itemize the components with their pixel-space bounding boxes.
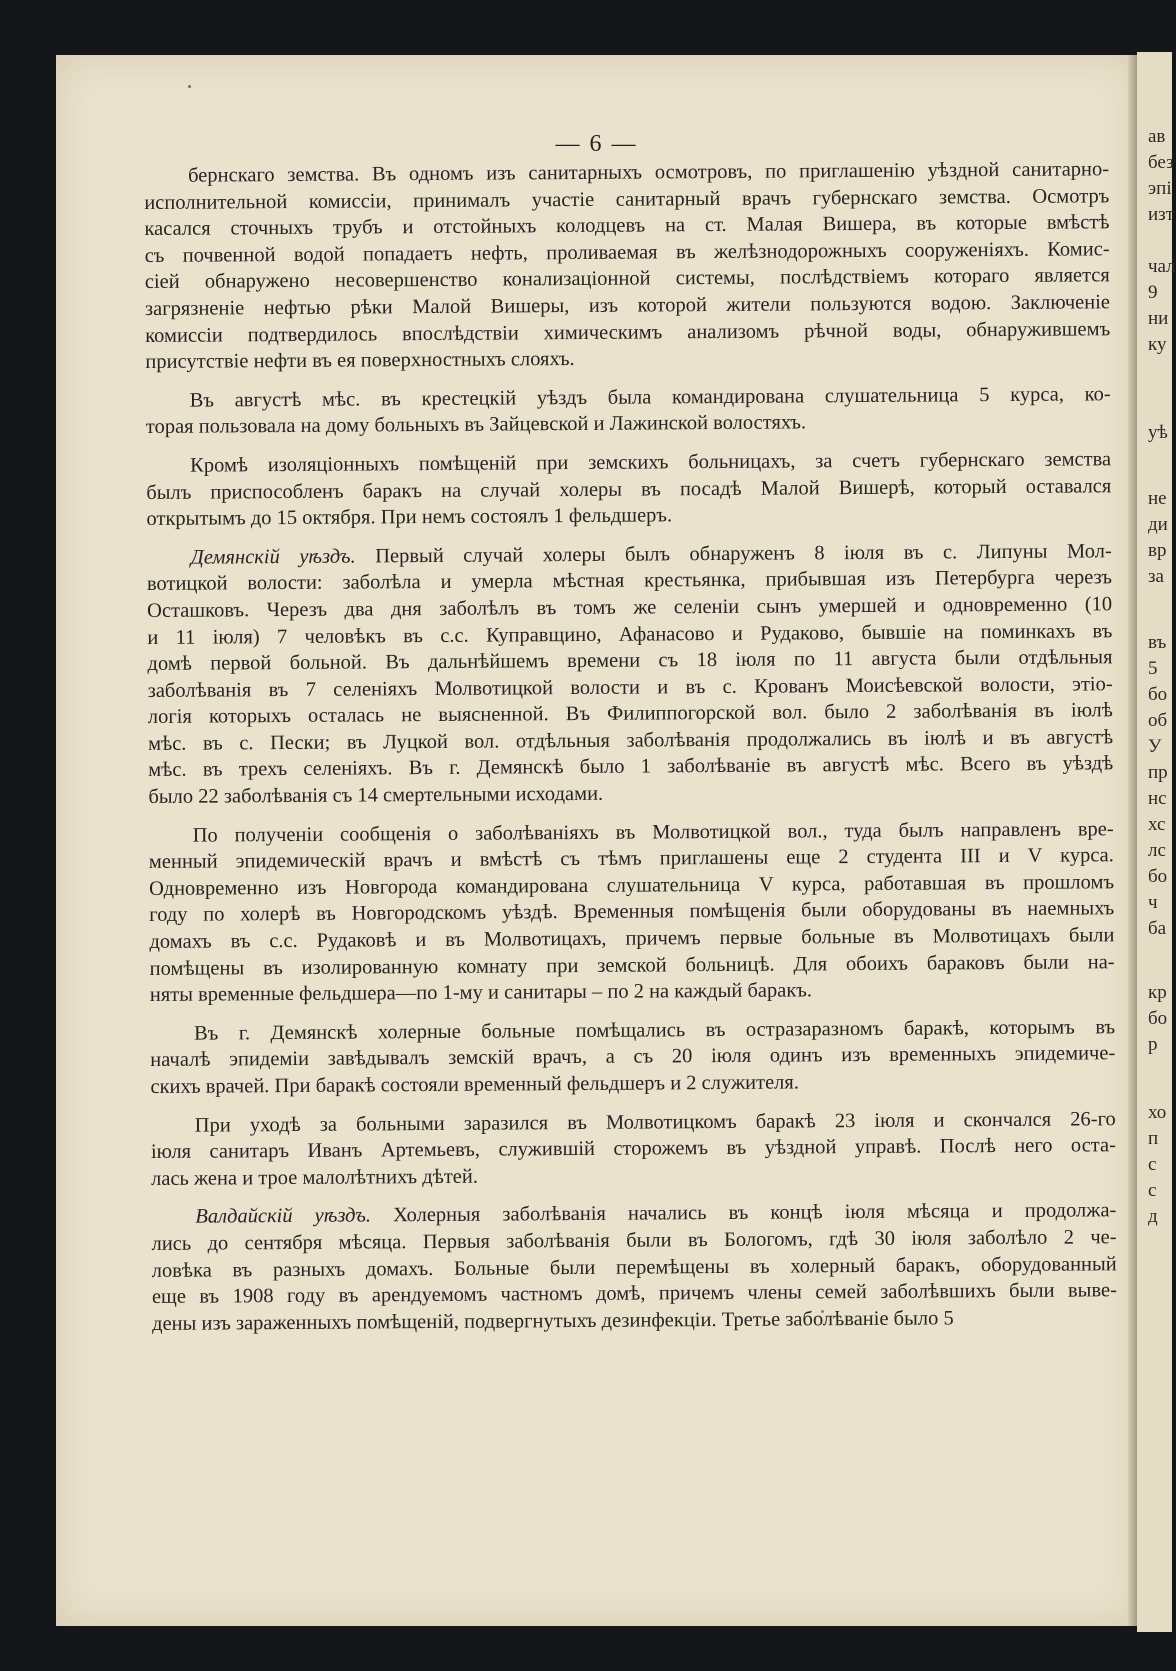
next-page-edge	[1137, 52, 1176, 1632]
text-line: дены изъ зараженныхъ помѣщеній, подвергнутыхъ дезинфекціи. Третье заболѣваніе было 5	[152, 1307, 954, 1335]
paragraph	[149, 816, 1115, 1009]
text-line: Кромѣ изоляціонныхъ помѣщеній при земскихъ больницахъ, за счетъ губернскаго земства	[190, 448, 1112, 477]
text-line: и 11 іюля) 7 человѣкъ въ с.с. Куправщино, Афанасово и Рудаково, бывшіе на поминкахъ въ	[147, 619, 1113, 649]
line-text: Холерныя заболѣванія начались въ концѣ іюля мѣсяца и продолжа-	[370, 1199, 1117, 1227]
next-page-fragment: хс	[1148, 814, 1166, 835]
text-line: исполнительной комиссіи, принималъ участіе санитарный врачъ губернскаго земства. Осмотръ	[144, 184, 1110, 214]
next-page-fragment: изт	[1148, 204, 1174, 225]
next-page-fragment: бо	[1148, 1008, 1168, 1029]
next-page-fragment: ав	[1148, 126, 1166, 147]
next-page-fragment: ку	[1148, 334, 1167, 355]
text-line: сіей обнаружено несовершенство конализаціонной системы, послѣдствіемъ котораго является	[144, 264, 1110, 294]
next-page-fragment: р	[1148, 1034, 1158, 1055]
text-line: менный эпидемическій врачъ и вмѣстѣ съ тѣмъ приглашены еще 2 студента III и V курса.	[148, 844, 1114, 874]
next-page-fragment: вр	[1148, 540, 1167, 561]
next-page-fragment: об	[1148, 710, 1168, 731]
text-line: няты временные фельдшера—по 1-му и санитары – по 2 на каждый баракъ.	[149, 979, 813, 1007]
text-line: началѣ эпидеміи завѣдывалъ земскій врачъ, а съ 20 іюля одинъ изъ временныхъ эпидемиче-	[150, 1042, 1116, 1072]
text-line: помѣщены въ изолированную комнату при земской больницѣ. Для обоихъ бараковъ были на-	[149, 950, 1115, 980]
section-heading: Валдайскій уѣздъ.	[195, 1204, 372, 1229]
next-page-fragment: д	[1148, 1206, 1158, 1227]
page-number: — 6 —	[555, 131, 638, 157]
text-line: Въ г. Демянскѣ холерные больные помѣщались въ остразаразномъ баракѣ, которымъ въ	[194, 1016, 1116, 1045]
line-text: Первый случай холеры былъ обнаруженъ 8 іюля въ с. Липуны Мол-	[355, 539, 1112, 568]
text-line: іюля санитаръ Иванъ Артемьевъ, служившій сторожемъ въ уѣздной управѣ. Послѣ него оста-	[150, 1134, 1116, 1164]
text-line: Въ августѣ мѣс. въ крестецкій уѣздъ была командирована слушательница 5 курса, ко-	[189, 383, 1111, 412]
paragraph	[151, 1198, 1117, 1338]
text-line: съ почвенной водой попадаетъ нефть, проливаемая въ желѣзнодорожныхъ сооруженіяхъ. Комис-	[144, 238, 1110, 267]
text-line: касался сточныхъ трубъ и отстойныхъ колодцевъ на ст. Малая Вишера, въ которые вмѣстѣ	[144, 211, 1110, 241]
next-page-fragment: бо	[1148, 684, 1168, 705]
text-line: мѣс. въ с. Пески; въ Луцкой вол. отдѣльныя заболѣванія продолжались въ іюлѣ и въ августѣ	[147, 726, 1114, 755]
text-line: загрязненіе нефтью рѣки Малой Вишеры, изъ которой жители пользуются водою. Заключеніе	[144, 291, 1111, 320]
next-page-fragment: с	[1148, 1180, 1157, 1201]
text-line: логія которыхъ осталась не выясненной. Въ Филиппогорской вол. было 2 заболѣванія въ іюлѣ	[147, 699, 1113, 729]
next-page-fragment: с	[1148, 1154, 1157, 1175]
next-page-fragment: чал	[1148, 256, 1176, 277]
next-page-fragment: пр	[1148, 762, 1168, 783]
next-page-fragment: эпі	[1148, 178, 1172, 199]
text-line: бернскаго земства. Въ одномъ изъ санитарныхъ осмотровъ, по приглашенію уѣздной санитарно-	[188, 158, 1110, 187]
text-line: ловѣка въ разныхъ домахъ. Больные были перемѣщены въ холерный баракъ, оборудованный	[151, 1252, 1117, 1282]
paragraph	[147, 538, 1114, 811]
paragraph	[144, 156, 1110, 375]
text-line: торая пользовала на дому больныхъ въ Зайцевской и Лажинской волостяхъ.	[145, 411, 807, 439]
next-page-fragment: ба	[1148, 918, 1167, 939]
paragraph	[146, 381, 1111, 441]
body-text	[144, 156, 1117, 1349]
next-page-fragment: уѣ	[1148, 422, 1168, 443]
dust-speck	[188, 85, 191, 88]
text-line: По полученіи сообщенія о заболѣваніяхъ въ Молвотицкой вол., туда былъ направленъ вре-	[192, 817, 1114, 847]
text-line: присутствіе нефти въ ея поверхностныхъ слояхъ.	[145, 348, 575, 374]
text-line: При уходѣ за больными заразился въ Молвотицкомъ баракѣ 23 іюля и скончался 26-го	[194, 1107, 1116, 1137]
text-line: мѣс. въ трехъ селеніяхъ. Въ г. Демянскѣ было 1 заболѣваніе въ августѣ мѣс. Всего въ уѣздѣ	[148, 752, 1114, 782]
next-page-fragment: бо	[1148, 866, 1168, 887]
text-line: скихъ врачей. При баракѣ состояли временный фельдшеръ и 2 служителя.	[150, 1071, 799, 1098]
next-page-fragment: лс	[1148, 840, 1166, 861]
next-page-fragment: ни	[1148, 308, 1169, 329]
text-line: вотицкой волости: заболѣла и умерла мѣстная крестьянка, прибывшая изъ Петербурга черезъ	[146, 566, 1112, 596]
next-page-fragment: 5	[1148, 658, 1158, 679]
text-line: комиссіи подтвердилось впослѣдствіи химическимъ анализомъ рѣчной воды, обнаружившемъ	[145, 317, 1111, 347]
next-page-fragment: п	[1148, 1128, 1159, 1149]
next-page-fragment: не	[1148, 488, 1167, 509]
next-page-fragment: хо	[1148, 1102, 1167, 1123]
text-line: было 22 заболѣванія съ 14 смертельными исходами.	[148, 782, 604, 809]
next-page-fragment: въ	[1148, 632, 1167, 653]
text-line: открытымъ до 15 октября. При немъ состоялъ 1 фельдшеръ.	[146, 504, 673, 531]
next-page-fragment: без	[1148, 152, 1174, 173]
next-page-fragment: кр	[1148, 982, 1167, 1003]
text-line: лась жена и трое малолѣтнихъ дѣтей.	[151, 1165, 479, 1190]
page-gutter	[1128, 55, 1137, 1626]
next-page-fragment: за	[1148, 566, 1164, 587]
section-heading: Демянскій уѣздъ.	[190, 545, 356, 569]
next-page-fragment: 9	[1148, 282, 1158, 303]
text-line: домѣ первой больной. Въ дальнѣйшемъ времени съ 18 іюля по 11 августа были отдѣльныя	[147, 646, 1113, 676]
next-page-fragment: нс	[1148, 788, 1167, 809]
next-page-fragment: ди	[1148, 514, 1168, 535]
text-line: году по холерѣ въ Новгородскомъ уѣздѣ. Временныя помѣщенія были оборудованы въ наемныхъ	[149, 897, 1115, 927]
next-page-fragment: ч	[1148, 892, 1158, 913]
text-line: Одновременно изъ Новгорода командирована слушательница V курса, работавшая въ прошломъ	[148, 871, 1115, 900]
text-line: домахъ въ с.с. Рудаковѣ и въ Молвотицахъ, причемъ первые больные въ Молвотицахъ были	[149, 924, 1115, 954]
document-page	[56, 55, 1137, 1626]
text-line: заболѣванія въ 7 селеніяхъ Молвотицкой волости и въ с. Крованъ Моисѣевской волости, этіо-	[147, 672, 1113, 702]
text-line: еще въ 1908 году въ арендуемомъ частномъ домѣ, причемъ члены семей заболѣвшихъ были выве-	[151, 1279, 1117, 1309]
paragraph	[151, 1106, 1117, 1193]
next-page-fragment: У	[1148, 736, 1162, 757]
text-line: былъ приспособленъ баракъ на случай холеры въ посадѣ Малой Вишерѣ, который оставался	[146, 474, 1112, 504]
paragraph	[150, 1014, 1116, 1101]
paragraph	[146, 446, 1112, 533]
text-line: лись до сентября мѣсяца. Первыя заболѣванія были въ Бологомъ, гдѣ 30 іюля заболѣло 2 че-	[151, 1226, 1117, 1255]
text-line: Осташковъ. Черезъ два дня заболѣлъ въ томъ же селеніи сынъ умершей и одновременно (10	[147, 593, 1113, 622]
